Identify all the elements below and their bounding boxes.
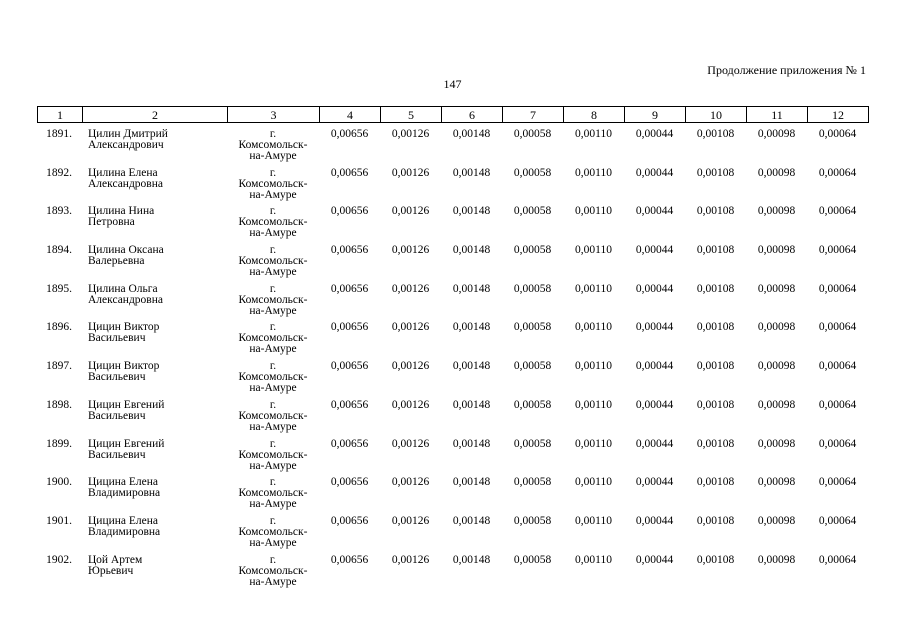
city-name (227, 206, 319, 245)
city-line: г. (269, 205, 277, 218)
value-cell: 0,00148 (452, 166, 491, 179)
city-line: г. (269, 514, 277, 527)
value-cell: 0,00044 (635, 244, 674, 257)
name-line: Цилина Ольга (88, 282, 158, 295)
row-number: 1899. (46, 437, 72, 450)
value-cell: 0,00098 (757, 166, 796, 179)
column-header: 7 (503, 107, 564, 123)
city-line: г. (269, 282, 277, 295)
value-cell: 0,00098 (757, 514, 796, 527)
city-line: на-Амуре (249, 459, 297, 472)
value-cell: 0,00058 (513, 476, 552, 489)
row-number: 1892. (46, 166, 72, 179)
city-line: г. (269, 553, 277, 566)
row-number: 1897. (46, 360, 72, 373)
name-line: Валерьевна (88, 255, 145, 268)
row-number: 1900. (46, 476, 72, 489)
value-cell: 0,00098 (757, 205, 796, 218)
city-line: г. (269, 398, 277, 411)
column-header: 1 (38, 107, 83, 123)
city-line: Комсомольск- (238, 332, 308, 345)
value-cell: 0,00044 (635, 398, 674, 411)
value-cell: 0,00064 (818, 205, 857, 218)
value-cell: 0,00098 (757, 398, 796, 411)
city-name (227, 129, 319, 168)
column-header: 8 (564, 107, 625, 123)
value-cell: 0,00126 (391, 514, 430, 527)
city-line: Комсомольск- (238, 487, 308, 500)
city-line: Комсомольск- (238, 409, 308, 422)
value-cell: 0,00656 (330, 128, 369, 140)
value-cell: 0,00044 (635, 166, 674, 179)
person-name (82, 477, 227, 516)
city-line: Комсомольск- (238, 525, 308, 538)
table-row (37, 284, 868, 323)
value-cell: 0,00108 (696, 514, 735, 527)
table-row (37, 129, 868, 168)
name-line: Александровна (88, 293, 163, 306)
person-name (82, 206, 227, 245)
value-cell: 0,00126 (391, 360, 430, 373)
value-cell: 0,00098 (757, 476, 796, 489)
value-cell: 0,00110 (575, 205, 612, 218)
name-line: Цилина Нина (88, 205, 155, 218)
value-cell: 0,00656 (330, 321, 369, 334)
column-header: 5 (381, 107, 442, 123)
table-row (37, 400, 868, 439)
value-cell: 0,00058 (513, 398, 552, 411)
value-cell: 0,00110 (575, 282, 612, 295)
value-cell: 0,00058 (513, 553, 552, 566)
table-row (37, 516, 868, 555)
value-cell: 0,00058 (513, 360, 552, 373)
person-name (82, 361, 227, 400)
value-cell: 0,00098 (757, 282, 796, 295)
city-line: на-Амуре (249, 304, 297, 317)
value-cell: 0,00044 (635, 128, 674, 140)
city-line: на-Амуре (249, 498, 297, 511)
value-cell: 0,00058 (513, 166, 552, 179)
value-cell: 0,00656 (330, 437, 369, 450)
value-cell: 0,00098 (757, 128, 796, 140)
table-row (37, 206, 868, 245)
name-line: Васильевич (88, 409, 146, 422)
value-cell: 0,00126 (391, 282, 430, 295)
value-cell: 0,00148 (452, 476, 491, 489)
value-cell: 0,00064 (818, 514, 857, 527)
value-cell: 0,00148 (452, 321, 491, 334)
name-line: Васильевич (88, 371, 146, 384)
value-cell: 0,00126 (391, 553, 430, 566)
person-name (82, 322, 227, 361)
city-line: г. (269, 321, 277, 334)
city-name (227, 284, 319, 323)
name-line: Цой Артем (88, 553, 143, 566)
row-number: 1893. (46, 205, 72, 218)
value-cell: 0,00148 (452, 514, 491, 527)
name-line: Александрович (88, 139, 164, 151)
city-line: Комсомольск- (238, 564, 308, 577)
name-line: Цилина Елена (88, 166, 158, 179)
name-line: Цицин Евгений (88, 437, 165, 450)
value-cell: 0,00058 (513, 321, 552, 334)
city-line: Комсомольск- (238, 255, 308, 268)
table-row (37, 322, 868, 361)
value-cell: 0,00108 (696, 244, 735, 257)
value-cell: 0,00148 (452, 360, 491, 373)
name-line: Цицина Елена (88, 476, 159, 489)
city-line: на-Амуре (249, 420, 297, 433)
city-line: на-Амуре (249, 343, 297, 356)
person-name (82, 168, 227, 207)
value-cell: 0,00656 (330, 476, 369, 489)
value-cell: 0,00108 (696, 128, 735, 140)
value-cell: 0,00148 (452, 437, 491, 450)
row-number: 1895. (46, 282, 72, 295)
column-number-header (37, 106, 869, 123)
person-name (82, 284, 227, 323)
city-line: на-Амуре (249, 536, 297, 549)
value-cell: 0,00064 (818, 321, 857, 334)
row-number: 1894. (46, 244, 72, 257)
value-cell: 0,00044 (635, 476, 674, 489)
table-row (37, 168, 868, 207)
name-line: Цилина Оксана (88, 244, 164, 257)
value-cell: 0,00058 (513, 128, 552, 140)
value-cell: 0,00044 (635, 360, 674, 373)
city-line: Комсомольск- (238, 216, 308, 229)
value-cell: 0,00108 (696, 476, 735, 489)
value-cell: 0,00058 (513, 437, 552, 450)
value-cell: 0,00110 (575, 553, 612, 566)
column-header: 12 (808, 107, 869, 123)
value-cell: 0,00108 (696, 205, 735, 218)
value-cell: 0,00044 (635, 205, 674, 218)
value-cell: 0,00148 (452, 398, 491, 411)
value-cell: 0,00044 (635, 282, 674, 295)
table-row (37, 477, 868, 516)
value-cell: 0,00064 (818, 128, 857, 140)
column-header: 10 (686, 107, 747, 123)
value-cell: 0,00064 (818, 244, 857, 257)
value-cell: 0,00064 (818, 360, 857, 373)
city-line: Комсомольск- (238, 293, 308, 306)
value-cell: 0,00064 (818, 398, 857, 411)
person-name (82, 129, 227, 168)
city-name (227, 322, 319, 361)
name-line: Цицин Евгений (88, 398, 165, 411)
table-row (37, 361, 868, 400)
value-cell: 0,00126 (391, 437, 430, 450)
city-line: на-Амуре (249, 575, 297, 588)
row-number: 1898. (46, 398, 72, 411)
value-cell: 0,00110 (575, 128, 612, 140)
page-number: 147 (443, 77, 462, 91)
value-cell: 0,00098 (757, 321, 796, 334)
value-cell: 0,00656 (330, 398, 369, 411)
city-name (227, 168, 319, 207)
data-table (37, 129, 868, 593)
value-cell: 0,00656 (330, 166, 369, 179)
value-cell: 0,00064 (818, 553, 857, 566)
table-row (37, 245, 868, 284)
value-cell: 0,00656 (330, 360, 369, 373)
column-header: 9 (625, 107, 686, 123)
value-cell: 0,00058 (513, 205, 552, 218)
value-cell: 0,00098 (757, 244, 796, 257)
value-cell: 0,00064 (818, 476, 857, 489)
name-line: Цицин Виктор (88, 321, 160, 334)
city-line: на-Амуре (249, 150, 297, 162)
name-line: Васильевич (88, 448, 146, 461)
city-line: на-Амуре (249, 266, 297, 279)
value-cell: 0,00148 (452, 205, 491, 218)
value-cell: 0,00064 (818, 282, 857, 295)
value-cell: 0,00148 (452, 282, 491, 295)
value-cell: 0,00656 (330, 553, 369, 566)
city-line: г. (269, 244, 277, 257)
value-cell: 0,00110 (575, 514, 612, 527)
value-cell: 0,00108 (696, 437, 735, 450)
value-cell: 0,00108 (696, 166, 735, 179)
value-cell: 0,00656 (330, 514, 369, 527)
value-cell: 0,00108 (696, 360, 735, 373)
column-header: 11 (747, 107, 808, 123)
column-header: 2 (83, 107, 228, 123)
name-line: Васильевич (88, 332, 146, 345)
city-line: г. (269, 437, 277, 450)
name-line: Петровна (88, 216, 135, 229)
value-cell: 0,00044 (635, 553, 674, 566)
value-cell: 0,00148 (452, 553, 491, 566)
value-cell: 0,00126 (391, 166, 430, 179)
city-name (227, 516, 319, 555)
value-cell: 0,00110 (575, 244, 612, 257)
city-name (227, 555, 319, 594)
value-cell: 0,00108 (696, 553, 735, 566)
column-header: 4 (320, 107, 381, 123)
value-cell: 0,00126 (391, 321, 430, 334)
city-name (227, 439, 319, 478)
person-name (82, 439, 227, 478)
table-row (37, 555, 868, 594)
row-number: 1896. (46, 321, 72, 334)
value-cell: 0,00656 (330, 244, 369, 257)
value-cell: 0,00656 (330, 205, 369, 218)
name-line: Владимировна (88, 487, 161, 500)
city-name (227, 245, 319, 284)
city-line: на-Амуре (249, 382, 297, 395)
city-line: г. (269, 166, 277, 179)
person-name (82, 555, 227, 594)
value-cell: 0,00058 (513, 514, 552, 527)
value-cell: 0,00656 (330, 282, 369, 295)
value-cell: 0,00126 (391, 398, 430, 411)
value-cell: 0,00064 (818, 166, 857, 179)
value-cell: 0,00098 (757, 360, 796, 373)
person-name (82, 245, 227, 284)
value-cell: 0,00110 (575, 166, 612, 179)
name-line: Александровна (88, 177, 163, 190)
value-cell: 0,00064 (818, 437, 857, 450)
row-number: 1902. (46, 553, 72, 566)
value-cell: 0,00044 (635, 514, 674, 527)
name-line: Владимировна (88, 525, 161, 538)
city-line: на-Амуре (249, 227, 297, 240)
value-cell: 0,00148 (452, 244, 491, 257)
value-cell: 0,00110 (575, 398, 612, 411)
data-table-body (37, 129, 868, 593)
value-cell: 0,00110 (575, 321, 612, 334)
city-line: на-Амуре (249, 188, 297, 201)
value-cell: 0,00126 (391, 205, 430, 218)
person-name (82, 516, 227, 555)
value-cell: 0,00044 (635, 437, 674, 450)
row-number: 1891. (46, 128, 72, 140)
name-line: Цилин Дмитрий (88, 128, 168, 140)
city-name (227, 477, 319, 516)
header-row (38, 107, 869, 123)
value-cell: 0,00110 (575, 360, 612, 373)
column-header: 6 (442, 107, 503, 123)
value-cell: 0,00058 (513, 282, 552, 295)
city-name (227, 400, 319, 439)
value-cell: 0,00126 (391, 128, 430, 140)
city-line: Комсомольск- (238, 139, 308, 151)
table-row (37, 439, 868, 478)
city-line: г. (269, 360, 277, 373)
value-cell: 0,00044 (635, 321, 674, 334)
row-number: 1901. (46, 514, 72, 527)
city-line: Комсомольск- (238, 177, 308, 190)
value-cell: 0,00098 (757, 553, 796, 566)
person-name (82, 400, 227, 439)
value-cell: 0,00126 (391, 476, 430, 489)
column-header: 3 (228, 107, 320, 123)
value-cell: 0,00126 (391, 244, 430, 257)
city-line: Комсомольск- (238, 371, 308, 384)
name-line: Юрьевич (88, 564, 134, 577)
value-cell: 0,00108 (696, 282, 735, 295)
value-cell: 0,00148 (452, 128, 491, 140)
value-cell: 0,00110 (575, 437, 612, 450)
city-line: Комсомольск- (238, 448, 308, 461)
name-line: Цицин Виктор (88, 360, 160, 373)
city-line: г. (269, 476, 277, 489)
value-cell: 0,00058 (513, 244, 552, 257)
appendix-caption: Продолжение приложения № 1 (707, 63, 866, 77)
city-line: г. (269, 128, 277, 140)
value-cell: 0,00110 (575, 476, 612, 489)
value-cell: 0,00108 (696, 321, 735, 334)
value-cell: 0,00098 (757, 437, 796, 450)
name-line: Цицина Елена (88, 514, 159, 527)
value-cell: 0,00108 (696, 398, 735, 411)
city-name (227, 361, 319, 400)
